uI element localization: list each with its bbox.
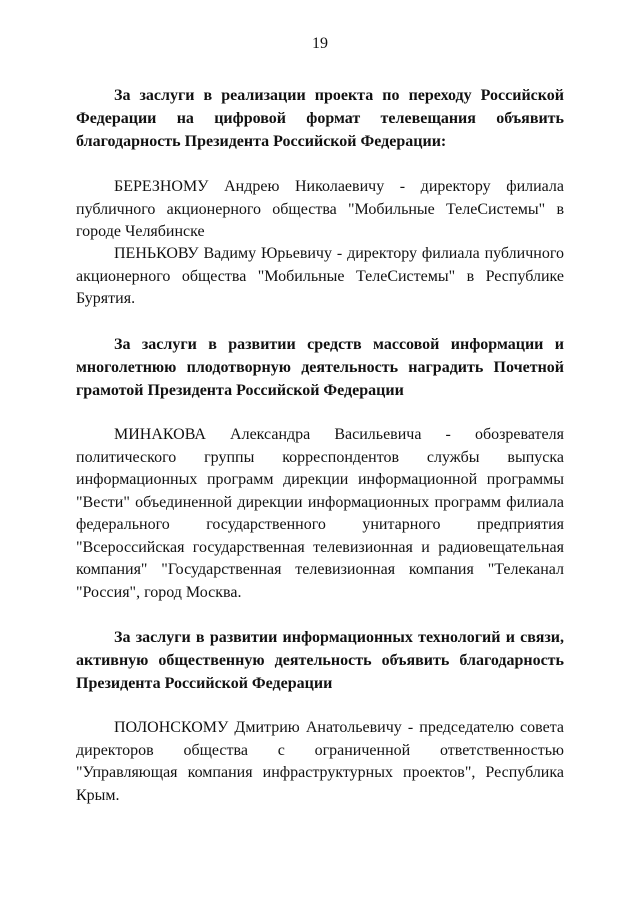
section-3-entry-polonsky: ПОЛОНСКОМУ Дмитрию Анатольевичу - председателю совета директоров общества с ограниченной ответственностью "Управляющая компания инфраструктурных проектов", Республика Крым.	[76, 719, 564, 804]
section-3-heading: За заслуги в развитии информационных технологий и связи, активную общественную деятельность объявить благодарность Президента Российской Федерации	[76, 629, 564, 692]
section-1-entry-penkov: ПЕНЬКОВУ Вадиму Юрьевичу - директору филиала публичного акционерного общества "Мобильные ТелеСистемы" в Республике Бурятия.	[76, 245, 564, 307]
section-2-heading: За заслуги в развитии средств массовой информации и многолетнюю плодотворную деятельность наградить Почетной грамотой Президента Российской Федерации	[76, 336, 564, 399]
section-1-entry-bereznoy: БЕРЕЗНОМУ Андрею Николаевичу - директору филиала публичного акционерного общества "Мобильные ТелеСистемы" в городе Челябинске	[76, 178, 564, 240]
page-number: 19	[312, 35, 328, 52]
section-2-entry-minakov: МИНАКОВА Александра Васильевича - обозревателя политического группы корреспондентов службы выпуска информационных программ дирекции информационной программы "Вести" объединенной дирекции информационных программ филиала федерального государственного унитарного предприятия "Всероссийская государственная телевизионная и радиовещательная компания" "Государственная телевизионная компания "Телеканал "Россия", город Москва.	[76, 426, 564, 601]
section-1-heading: За заслуги в реализации проекта по переходу Российской Федерации на цифровой формат телевещания объявить благодарность Президента Российской Федерации:	[76, 87, 564, 150]
